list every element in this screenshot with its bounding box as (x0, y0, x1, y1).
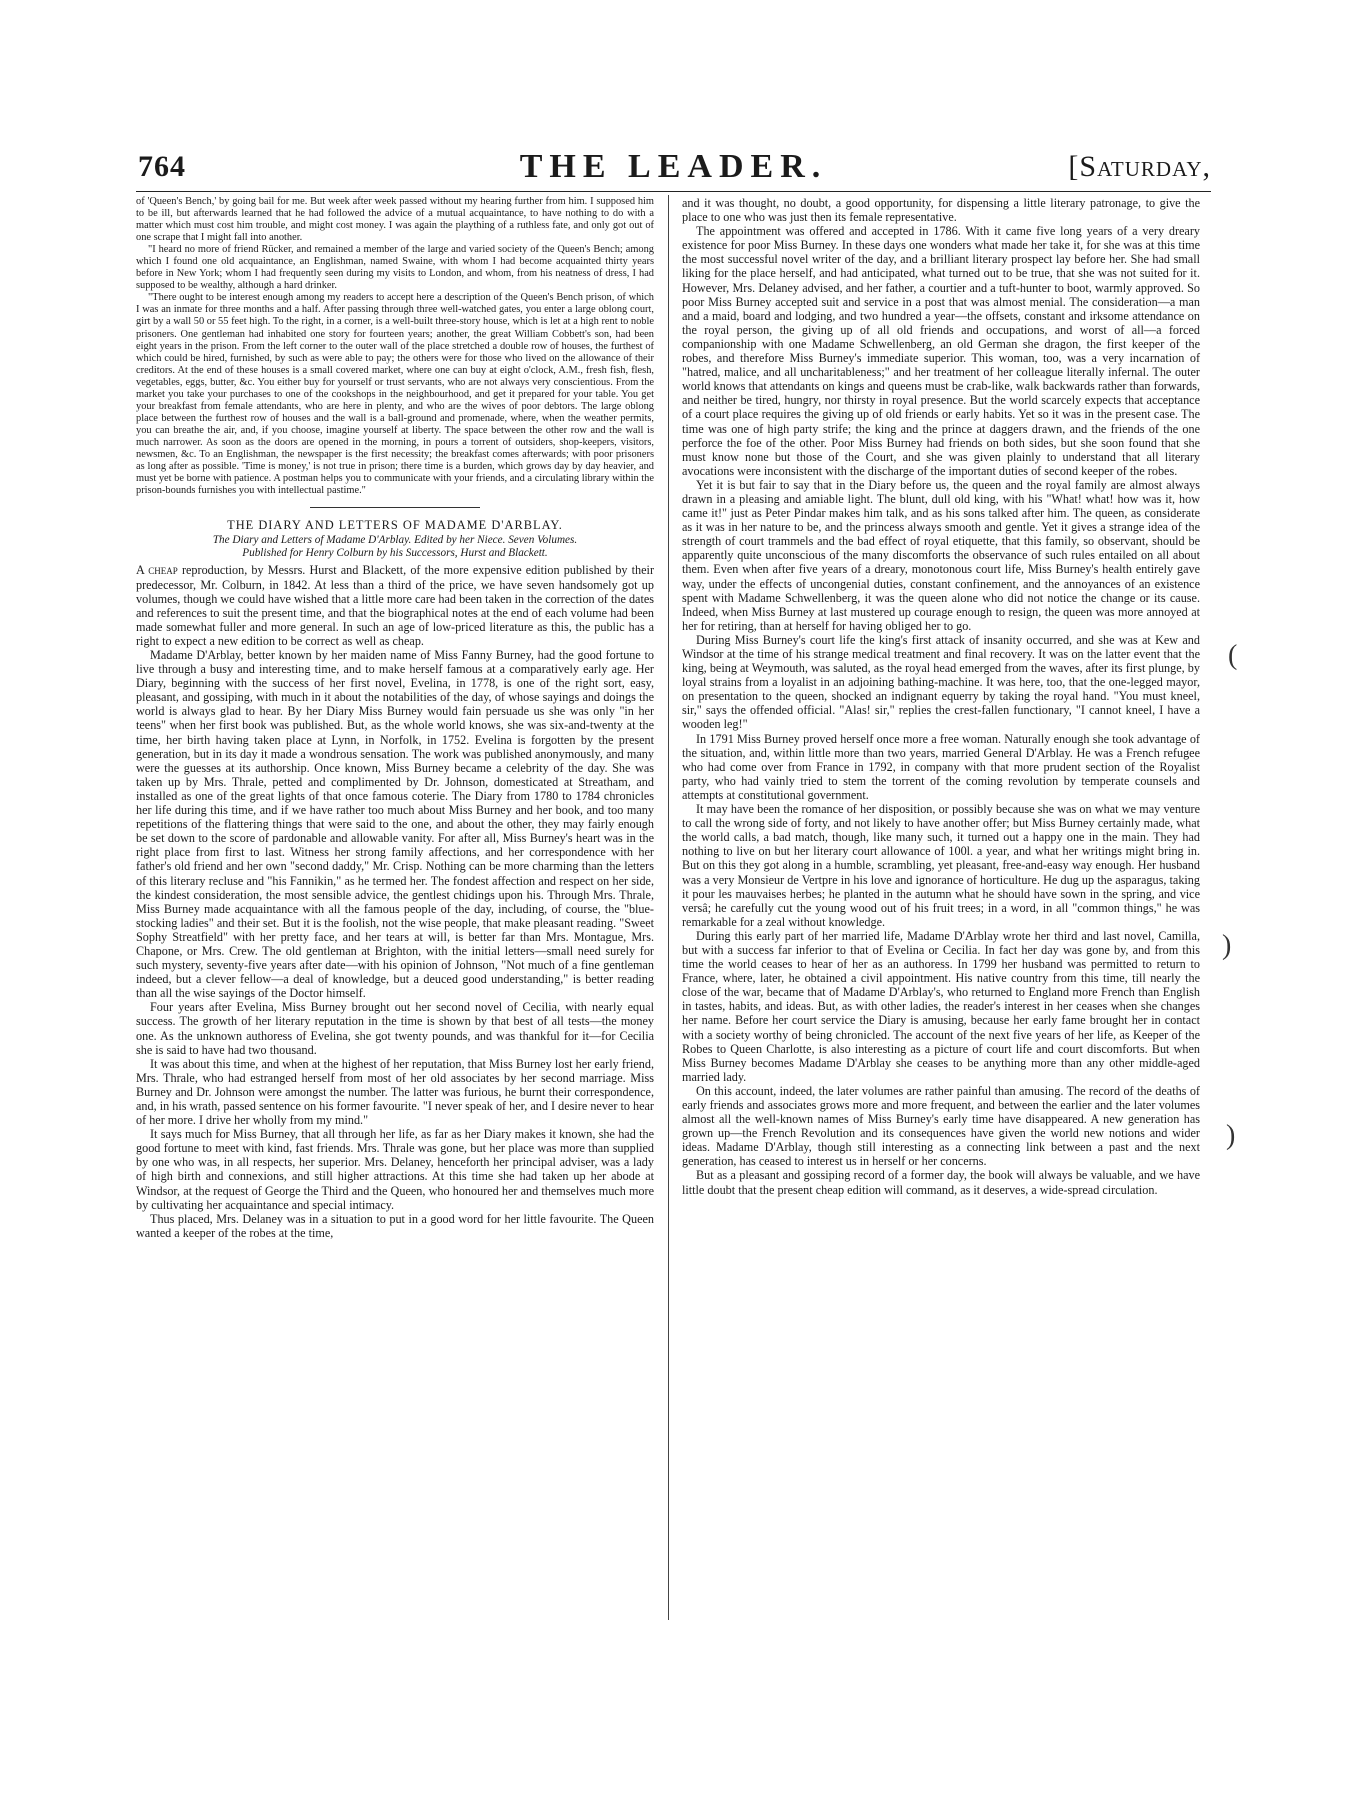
body-paragraph: Madame D'Arblay, better known by her maiden name of Miss Fanny Burney, had the good fortune to live through a busy and interesting time, and to make herself famous at a comparatively early age. Her Diary, beginning with the success of her first novel, Evelina, in 1778, is one of the right sort, easy, pleasant, and gossiping, with much in it about the notabilities of the day, of whose sayings and doings the world is always glad to hear. By her Diary Miss Burney would fain persuade us she was only "in her teens" when her first book was published. But, as the whole world knows, she was six-and-twenty at the time, her birth having taken place at Lynn, in Norfolk, in 1752. Evelina is forgotten by the present generation, but in its day it made a wondrous sensation. The work was published anonymously, and many were the guesses at its authorship. Once known, Miss Burney became a celebrity of the day. She was taken up by Mrs. Thrale, petted and complimented by Dr. Johnson, domesticated at Streatham, and installed as one of the great lights of that once famous coterie. The Diary from 1780 to 1784 chronicles her life during this time, and if we have rather too much about Miss Burney and her book, and too many repetitions of the flattering things that were said to the one, and about the other, they may fairly enough be set down to the score of pardonable and allowable vanity. For after all, Miss Burney's heart was in the right place from first to last. Witness her strong family affections, and her correspondence with her father's old friend and her own "second daddy," Mr. Crisp. Nothing can be more charming than the letters of this literary recluse and "his Fannikin," as he termed her. The fondest affection and respect on her side, the kindest consideration, the most sensible advice, the gentlest chidings upon his. Through Mrs. Thrale, Miss Burney made acquaintance with all the famous people of the day, including, of course, the "blue-stocking ladies" and their set. But it is the foolish, not the wise people, that make pleasant reading. "Sweet Sophy Streatfield" with her pretty face, and her tears at will, is better far than Mrs. Montague, Mrs. Chapone, or Mrs. Crew. The old gentleman at Brighton, with the initial letters—small need surely for such mystery, seventy-five years after date—with his opinion of Johnson, "Not much of a fine gentleman indeed, but a clever fellow—a deal of knowledge, but a deuced good understanding," is better reading than all the wise sayings of the Doctor himself. (136, 648, 654, 1001)
section-divider (310, 507, 480, 508)
article-subtitle (136, 534, 654, 559)
newspaper-page (136, 0, 1211, 1801)
body-paragraph: Four years after Evelina, Miss Burney brought out her second novel of Cecilia, with nearly equal success. The growth of her literary reputation in the time is shown by that best of all tests—the money one. As the unknown authoress of Evelina, she got twenty pounds, and was thankful for it—for Cecilia she is said to have had two thousand. (136, 1000, 654, 1057)
body-paragraph: and it was thought, no doubt, a good opportunity, for dispensing a little literary patronage, to give the place to one who was just then its female representative. (682, 196, 1200, 225)
extract-paragraph: "I heard no more of friend Rücker, and remained a member of the large and varied society of the Queen's Bench; among which I found one old acquaintance, an Englishman, named Swaine, with whom I had become acquainted thirty years before in New York; whom I had frequently seen during my visits to London, and whom, from his neatness of dress, I had supposed to be wealthy, although a hard drinker. (136, 244, 654, 292)
masthead-title: THE LEADER. (519, 148, 828, 185)
right-column (682, 196, 1200, 1197)
page-header (136, 148, 1211, 188)
margin-bracket-mark: ( (1228, 640, 1238, 671)
publisher-line: Published for Henry Colburn by his Successors, Hurst and Blackett. (242, 546, 548, 559)
margin-bracket-mark: ) (1222, 930, 1232, 961)
body-paragraph: But as a pleasant and gossiping record of a former day, the book will always be valuable, and we have little doubt that the present cheap edition will command, as it deserves, a wide-spread circulation. (682, 1168, 1200, 1197)
page-number: 764 (138, 150, 186, 183)
lead-word: A cheap (136, 563, 178, 578)
body-paragraph: The appointment was offered and accepted in 1786. With it came five long years of a very dreary existence for poor Miss Burney. In these days one wonders what made her take it, for she was at this time the most successful novel writer of the day, and a brilliant literary prospect lay before her. She had small liking for the place herself, and had anticipated, what turned out to be true, that she was not suited for it. However, Mrs. Delaney advised, and her father, a courtier and a tuft-hunter to boot, warmly approved. So poor Miss Burney accepted suit and service in a post that was almost menial. The consideration—a man and a maid, board and lodging, and two hundred a year—the offsets, constant and irksome attendance on the royal person, the giving up of all old friends and occupations, and worst of all—a forced companionship with one Madame Schwellenberg, an old German she dragon, the first keeper of the robes, and therefore Miss Burney's immediate superior. This woman, too, was a very incarnation of "hatred, malice, and all uncharitableness;" and her treatment of her colleague literally infernal. The outer world knows that attendants on kings and queens must be crab-like, walk backwards rather than forwards, and neither be tired, hungry, nor thirsty in royal presence. But the world scarcely expects that acceptance of a court place requires the giving up of old friends or early habits. Yet so it was in the present case. The time was one of high party strife; the king and the prince at daggers drawn, and the friends of the one perforce the foe of the other. Poor Miss Burney had friends on both sides, but she soon found that she must know none but those of the Court, and she was given plainly to understand that all literary avocations were inconsistent with the discharge of the important duties of second keeper of the robes. (682, 224, 1200, 478)
extract-paragraph: "There ought to be interest enough among my readers to accept here a description of the Queen's Bench prison, of which I was an inmate for three months and a half. After passing through three well-watched gates, you enter a large oblong court, girt by a wall 50 or 55 feet high. To the right, in a corner, is a well-built three-story house, which is let at a high rent to noble prisoners. One gentleman had inhabited one story for fourteen years; another, the great William Cobbett's son, had been eight years in the prison. From the left corner to the outer wall of the place stretched a double row of houses, the furthest of which could be hired, furnished, by such as were able to pay; the others were for those who lived on the allowance of their creditors. At the end of these houses is a small covered market, where one can buy at eight o'clock, A.M., fresh fish, flesh, vegetables, eggs, butter, &c. You either buy for yourself or trust servants, who are not always very conscientious. From the market you take your purchases to one of the cookshops in the neighbourhood, and get it prepared for your table. You get your breakfast from female attendants, who are here in plenty, and who are the wives of poor debtors. The large oblong place between the furthest row of houses and the wall is a ball-ground and promenade, where, when the weather permits, you can breathe the air, and, if you choose, imagine yourself at liberty. The space between the other row and the wall is much narrower. As soon as the doors are opened in the morning, in pours a torrent of outsiders, shop-keepers, visitors, newsmen, &c. To an Englishman, the newspaper is the first necessity; the breakfast comes afterwards; with poor prisoners as long after as possible. 'Time is money,' is not true in prison; there time is a burden, which grows day by day heavier, and must yet be borne with patience. A postman helps you to communicate with your friends, and a circulating library within the prison-bounds furnishes you with intellectual pastime." (136, 292, 654, 497)
margin-bracket-mark: ) (1226, 1120, 1236, 1151)
body-paragraph: It may have been the romance of her disposition, or possibly because she was on what we may venture to call the wrong side of forty, and not likely to have another offer; but Miss Burney certainly made, what the world calls, a bad match, though, like many such, it turned out a happy one in the main. They had nothing to live on but her literary court allowance of 100l. a year, and what her writings might bring in. But on this they got along in a humble, scrambling, yet pleasant, free-and-easy way enough. Her husband was a very Monsieur de Vertpre in his love and ignorance of horticulture. He dug up the asparagus, taking it pour les mauvaises herbes; he planted in the autumn what he should have sown in the spring, and vice versâ; he carefully cut the young wood out of his fruit trees; in a word, in all "common things," he was remarkable for a zeal without knowledge. (682, 802, 1200, 929)
body-paragraph: It says much for Miss Burney, that all through her life, as far as her Diary makes it known, she had the good fortune to meet with kind, fast friends. Mrs. Thrale was gone, but her place was more than supplied by one who was, in all respects, her superior. Mrs. Delaney, henceforth her principal adviser, was a lady of high birth and connexions, and still higher attractions. At this time she had taken up her abode at Windsor, at the request of George the Third and the Queen, who honoured her and themselves much more by cultivating her acquaintance and special intimacy. (136, 1127, 654, 1212)
body-paragraph: During this early part of her married life, Madame D'Arblay wrote her third and last novel, Camilla, but with a success far inferior to that of Evelina or Cecilia. In fact her day was gone by, and from this time the world ceases to hear of her as an authoress. In 1799 her husband was permitted to return to France, where, later, he obtained a civil appointment. His native country from this time, till nearly the close of the war, became that of Madame D'Arblay's, who returned to England more French than English in tastes, habits, and ideas. But, as with other ladies, the reader's interest in her ceases when she changes her name. Before her court service the Diary is amusing, because her early fame brought her in contact with a society worthy of being chronicled. The account of the next five years of her life, as Keeper of the Robes to Queen Charlotte, is also interesting as a picture of court life and court discomforts. But when Miss Burney becomes Madame D'Arblay she ceases to be anything more than any other middle-aged married lady. (682, 928, 1200, 1084)
book-citation: The Diary and Letters of Madame D'Arblay. Edited by her Niece. Seven Volumes. (212, 534, 578, 547)
article-title: THE DIARY AND LETTERS OF MADAME D'ARBLAY. (227, 518, 563, 533)
body-paragraph: On this account, indeed, the later volumes are rather painful than amusing. The record of the deaths of early friends and associates grows more and more frequent, and between the earlier and the later volumes almost all the well-known names of Miss Burney's early time have disappeared. A new generation has grown up—the French Revolution and its consequences have given the world new notions and wider ideas. Madame D'Arblay, though still interesting as a connecting link between a past and the next generation, has ceased to interest us in herself or her concerns. (682, 1083, 1200, 1169)
body-paragraph: It was about this time, and when at the highest of her reputation, that Miss Burney lost her early friend, Mrs. Thrale, who had estranged herself from most of her old associates by her second marriage. Miss Burney and Dr. Johnson were amongst the number. The latter was furious, he burnt their correspondence, and, in his wrath, passed sentence on his former favourite. "I never speak of her, and I desire never to hear of her more. I drive her wholly from my mind." (136, 1056, 654, 1128)
issue-day: [Saturday, (1068, 150, 1211, 183)
left-column (136, 196, 654, 1240)
extract-paragraph: of 'Queen's Bench,' by going bail for me. But week after week passed without my hearing further from him. I supposed him to be ill, but afterwards learned that he had followed the advice of a mutual acquaintance, to have nothing to do with a matter which must cost him trouble, and might cost money. I was again the plaything of a ruthless fate, and only got out of one scrape that I might fall into another. (136, 196, 654, 244)
body-paragraph: Thus placed, Mrs. Delaney was in a situation to put in a good word for her little favourite. The Queen wanted a keeper of the robes at the time, (136, 1211, 654, 1240)
column-divider (668, 195, 669, 1620)
lead-paragraph (136, 563, 654, 648)
quoted-extract (136, 196, 654, 497)
body-paragraph: In 1791 Miss Burney proved herself once more a free woman. Naturally enough she took advantage of the situation, and, within little more than two years, married General D'Arblay. He was a French refugee who had come over from France in 1792, in company with that more prudent section of the Royalist party, who had vainly tried to stem the torrent of the coming revolution by temperate counsels and attempts at constitutional government. (682, 731, 1200, 802)
body-paragraph: During Miss Burney's court life the king's first attack of insanity occurred, and she was at Kew and Windsor at the time of his strange medical treatment and final recovery. It was on the latter event that the king, being at Weymouth, was saluted, as the royal head emerged from the waves, after its first plunge, by loyal strains from a loyalist in an adjoining bathing-machine. It was here, too, that the one-legged mayor, on presentation to the queen, shocked an indignant equerry by taking the royal hand. "You must kneel, sir," says the offended official. "Alas! sir," replies the crest-fallen functionary, "I cannot kneel, I have a wooden leg!" (682, 632, 1200, 732)
header-rule (136, 191, 1211, 192)
body-paragraph: Yet it is but fair to say that in the Diary before us, the queen and the royal family are almost always drawn in a pleasing and amiable light. The blunt, dull old king, with his "What! what! how was it, how came it!" just as Peter Pindar makes him talk, and as his sons talked after him. The queen, as considerate as it was in her nature to be, and the princess always smooth and gentle. Yet it gives a strange idea of the strength of court trammels and the bad effect of royal etiquette, that this family, so observant, should be apparently quite unconscious of the many discomforts the observance of such rules entailed on all about them. Even when after five years of a dreary, monotonous court life, Miss Burney's health entirely gave way, under the effects of uncongenial duties, constant confinement, and the annoyances of an existence spent with Madame Schwellenberg, it was the queen alone who did not notice the change or its cause. Indeed, when Miss Burney at last mustered up courage enough to resign, the queen was more annoyed at her for retiring, than at herself for having obliged her to go. (682, 477, 1200, 633)
lead-text: reproduction, by Messrs. Hurst and Blackett, of the more expensive edition published by their predecessor, Mr. Colburn, in 1842. At less than a third of the price, we have seven handsomely got up volumes, though we could have wished that a little more care had been taken in the correction of the dates and references to suit the present time, and that the biographical notes at the end of each volume had been made somewhat fuller and more general. In such an age of low-priced literature as this, the public has a right to expect a new edition to be correct as well as cheap. (136, 563, 654, 648)
